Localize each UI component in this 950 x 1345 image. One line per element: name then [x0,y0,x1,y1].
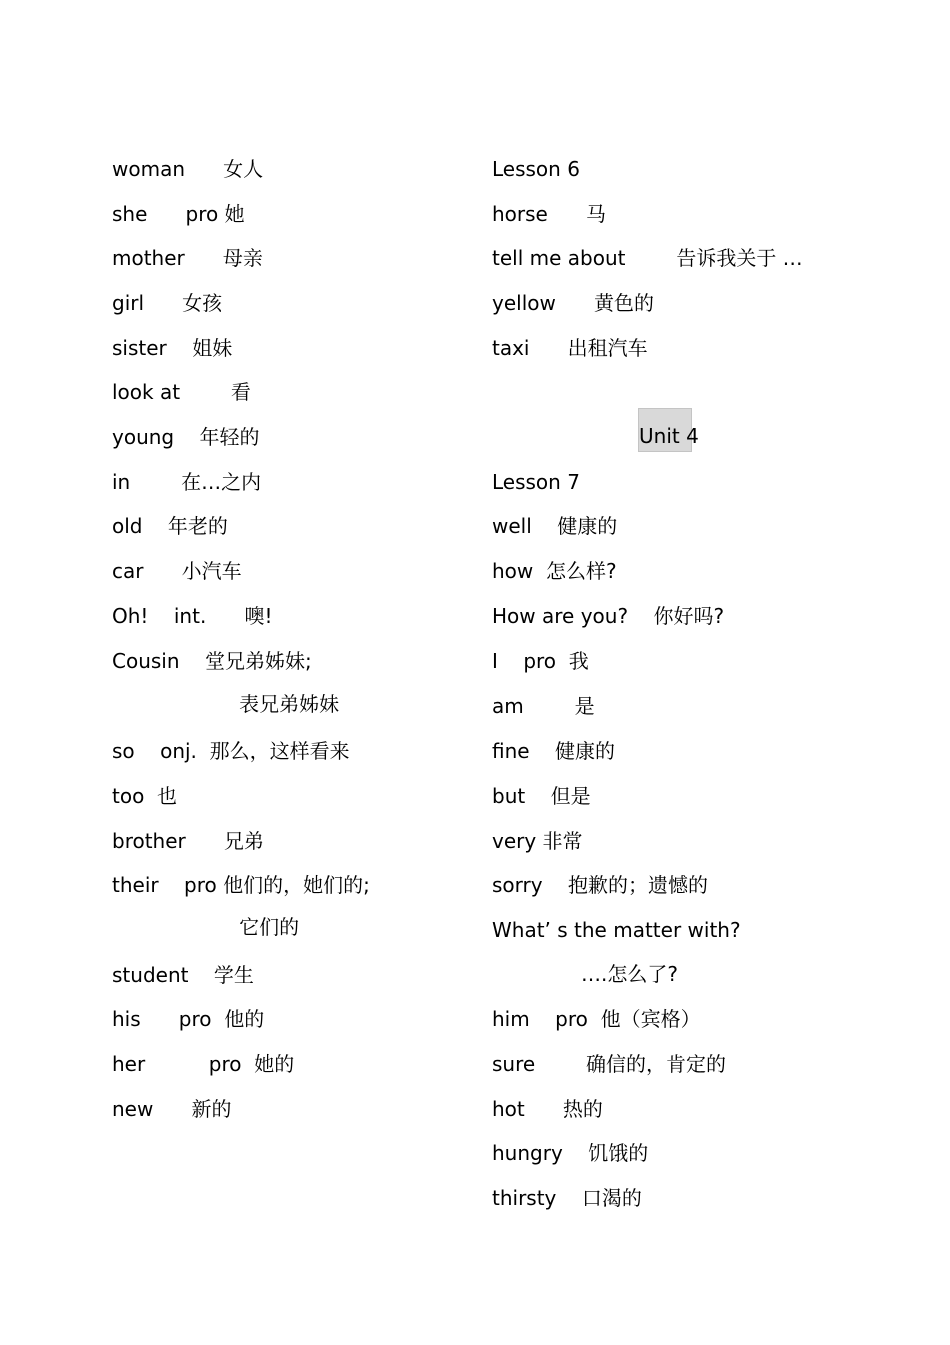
vocab-entry: old 年老的 [112,514,228,538]
unit-heading: Unit 4 [638,408,692,452]
vocab-entry: sorry 抱歉的；遗憾的 [492,873,709,897]
vocab-entry-continuation: 表兄弟姊妹 [112,692,340,716]
vocab-entry: him pro 他（宾格） [492,1007,701,1031]
vocab-entry: in 在…之内 [112,470,262,494]
vocab-entry: hot 热的 [492,1097,603,1121]
vocab-entry: mother 母亲 [112,246,263,270]
vocab-entry: taxi 出租汽车 [492,336,648,360]
vocab-entry: she pro 她 [112,202,245,226]
lesson-heading: Lesson 7 [492,470,580,494]
vocab-entry: new 新的 [112,1097,232,1121]
vocab-entry: student 学生 [112,963,254,987]
vocab-entry: horse 马 [492,202,607,226]
lesson-heading: Lesson 6 [492,157,580,181]
vocab-entry: thirsty 口渴的 [492,1186,642,1210]
vocab-entry: am 是 [492,694,595,718]
vocab-entry: how 怎么样? [492,559,617,583]
vocab-entry-continuation: 它们的 [112,915,300,939]
vocab-entry: well 健康的 [492,514,618,538]
vocab-entry: hungry 饥饿的 [492,1141,649,1165]
vocab-entry: his pro 他的 [112,1007,265,1031]
vocab-entry: very 非常 [492,829,583,853]
vocab-entry: fine 健康的 [492,739,616,763]
vocab-entry: Oh! int. 噢! [112,604,273,628]
vocab-entry: yellow 黄色的 [492,291,654,315]
vocab-entry: sister 姐妹 [112,336,233,360]
vocab-entry: their pro 他们的，她们的; [112,873,370,897]
vocab-entry: so onj. 那么，这样看来 [112,739,350,763]
vocab-entry: too 也 [112,784,178,808]
vocab-entry: brother 兄弟 [112,829,264,853]
vocab-entry: look at 看 [112,380,251,404]
vocab-entry: sure 确信的，肯定的 [492,1052,727,1076]
vocab-entry: girl 女孩 [112,291,223,315]
vocab-entry: tell me about 告诉我关于 … [492,246,803,270]
vocab-entry: but 但是 [492,784,591,808]
vocab-entry: I pro 我 [492,649,589,673]
vocab-entry: woman 女人 [112,157,264,181]
vocab-entry: What’ s the matter with? [492,918,741,942]
vocab-entry-continuation: ….怎么了? [492,962,678,986]
vocab-entry: young 年轻的 [112,425,260,449]
vocab-entry: Cousin 堂兄弟姊妹; [112,649,312,673]
vocab-entry: car 小汽车 [112,559,242,583]
vocab-entry: her pro 她的 [112,1052,295,1076]
vocab-entry: How are you? 你好吗? [492,604,725,628]
